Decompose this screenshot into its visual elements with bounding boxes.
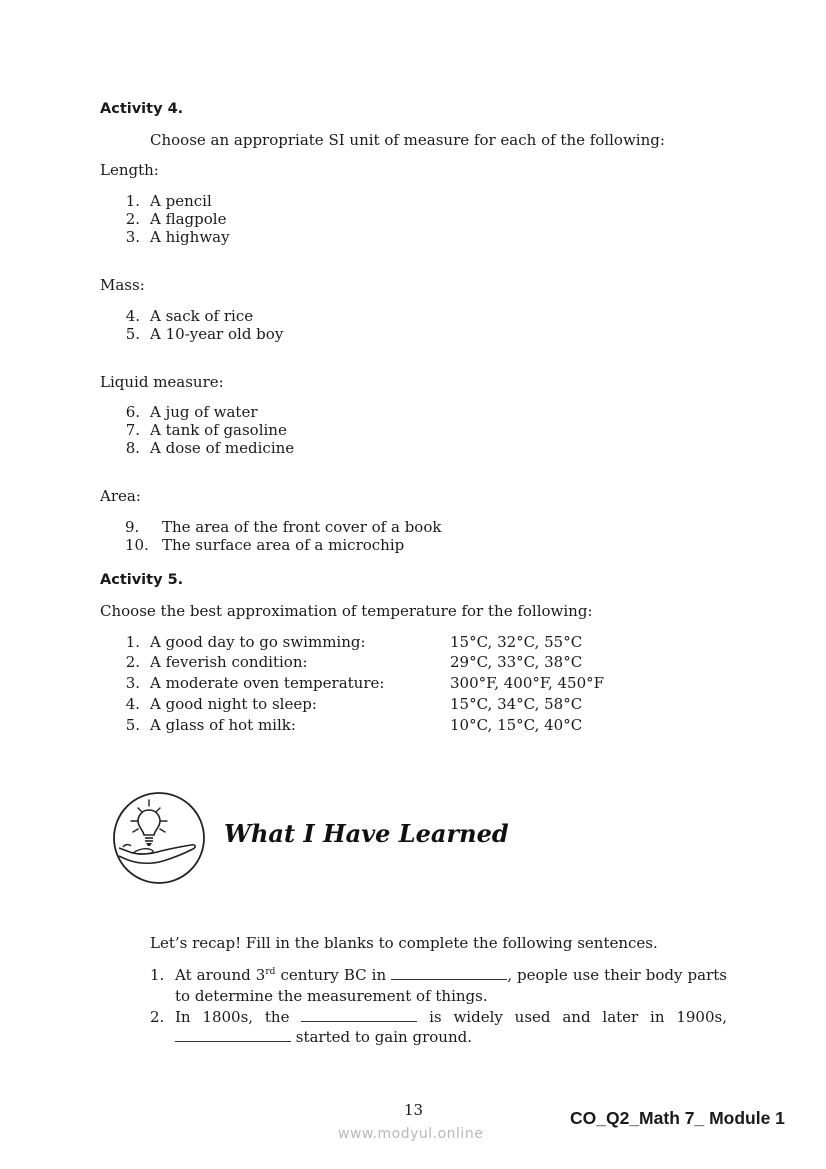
page-number: 13: [404, 1101, 424, 1119]
sentence-word: is: [429, 1008, 442, 1026]
list-item-number: 5.: [125, 325, 140, 343]
list-item: A pencil: [150, 192, 212, 210]
list-item-number: 9.: [125, 518, 140, 536]
sentence-number: 2.: [150, 1008, 165, 1026]
sentence-word: 1800s,: [202, 1008, 254, 1026]
activity5-title: Activity 5.: [100, 572, 184, 588]
list-item-number: 2.: [125, 653, 140, 671]
temperature-options: 300°F, 400°F, 450°F: [450, 674, 605, 692]
sentence-1-line-2: to determine the measurement of things.: [175, 987, 488, 1005]
sentence-text: started to gain ground.: [291, 1028, 472, 1046]
temperature-options: 10°C, 15°C, 40°C: [450, 716, 583, 734]
temperature-options: 15°C, 32°C, 55°C: [450, 633, 583, 651]
list-item-number: 3.: [125, 674, 140, 692]
list-item: A feverish condition:: [150, 653, 308, 671]
list-item: A tank of gasoline: [150, 421, 287, 439]
blank-field[interactable]: [301, 1009, 417, 1022]
list-item-number: 1.: [125, 633, 140, 651]
list-item-number: 4.: [125, 307, 140, 325]
mass-heading: Mass:: [100, 276, 145, 294]
sentence-word: in: [650, 1008, 665, 1026]
list-item: A moderate oven temperature:: [150, 674, 385, 692]
list-item: A jug of water: [150, 403, 258, 421]
list-item: A sack of rice: [150, 307, 254, 325]
list-item-number: 4.: [125, 695, 140, 713]
sentence-text: century BC in: [275, 966, 392, 984]
blank-field[interactable]: [391, 967, 507, 980]
activity4-instruction: Choose an appropriate SI unit of measure for each of the following:: [150, 131, 665, 149]
list-item-number: 3.: [125, 228, 140, 246]
sentence-1-line-1: [175, 966, 727, 984]
list-item: A dose of medicine: [150, 439, 295, 457]
blank-field[interactable]: [175, 1029, 291, 1042]
list-item: The surface area of a microchip: [162, 536, 405, 554]
watermark: www.modyul.online: [338, 1126, 484, 1142]
list-item: A glass of hot milk:: [150, 716, 296, 734]
list-item: A 10-year old boy: [150, 325, 284, 343]
length-heading: Length:: [100, 161, 159, 179]
list-item: A good night to sleep:: [150, 695, 317, 713]
sentence-word: used: [514, 1008, 551, 1026]
sentence-word: In: [175, 1008, 191, 1026]
sentence-2-line-2: [175, 1028, 472, 1046]
temperature-options: 15°C, 34°C, 58°C: [450, 695, 583, 713]
list-item: A flagpole: [150, 210, 227, 228]
recap-intro: Let’s recap! Fill in the blanks to complete the following sentences.: [150, 934, 658, 952]
module-code: CO_Q2_Math 7_ Module 1: [570, 1108, 785, 1128]
sentence-word: and: [562, 1008, 591, 1026]
list-item-number: 10.: [125, 536, 149, 554]
lightbulb-hand-icon: [111, 790, 207, 886]
list-item-number: 6.: [125, 403, 140, 421]
list-item-number: 8.: [125, 439, 140, 457]
sentence-number: 1.: [150, 966, 165, 984]
sentence-text: At around 3: [175, 966, 266, 984]
list-item: A good day to go swimming:: [150, 633, 366, 651]
list-item-number: 7.: [125, 421, 140, 439]
activity5-instruction: Choose the best approximation of temperature for the following:: [100, 602, 593, 620]
liquid-heading: Liquid measure:: [100, 373, 224, 391]
list-item-number: 2.: [125, 210, 140, 228]
sentence-2-line-1: [175, 1008, 727, 1026]
sentence-word: the: [264, 1008, 290, 1026]
section-title: What I Have Learned: [224, 819, 509, 848]
sentence-word: widely: [453, 1008, 503, 1026]
list-item-number: 1.: [125, 192, 140, 210]
sentence-word: later: [602, 1008, 639, 1026]
sentence-text: , people use their body parts: [507, 966, 727, 984]
area-heading: Area:: [100, 487, 141, 505]
temperature-options: 29°C, 33°C, 38°C: [450, 653, 583, 671]
superscript: rd: [265, 967, 276, 977]
list-item: The area of the front cover of a book: [162, 518, 442, 536]
list-item: A highway: [150, 228, 230, 246]
list-item-number: 5.: [125, 716, 140, 734]
sentence-word: 1900s,: [676, 1008, 727, 1026]
activity4-title: Activity 4.: [100, 101, 184, 117]
